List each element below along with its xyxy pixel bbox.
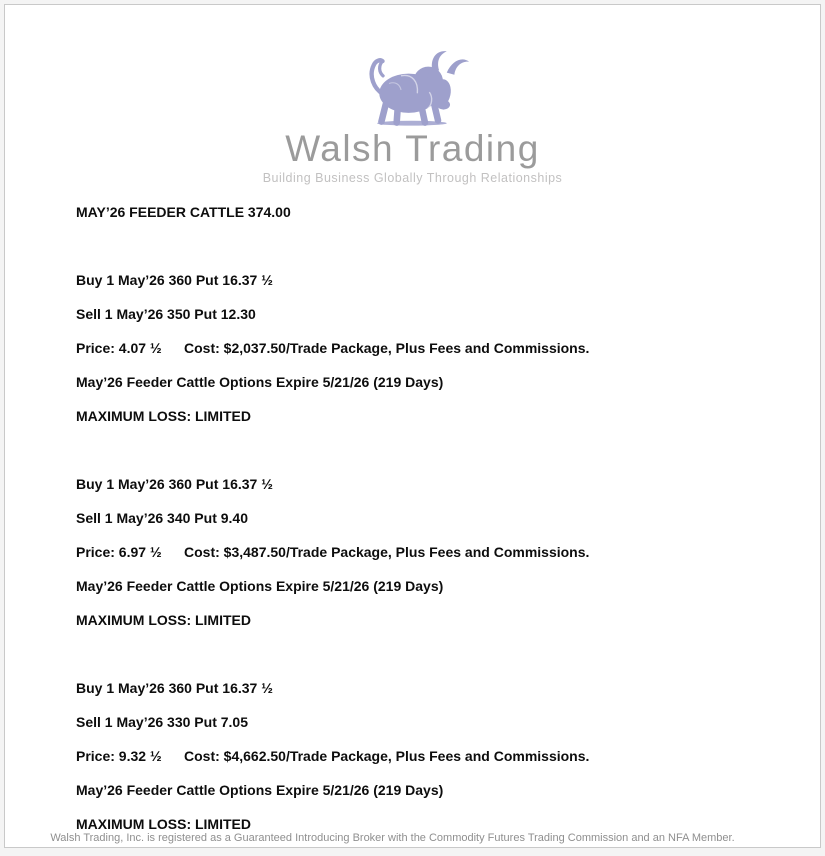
max-loss-line: MAXIMUM LOSS: LIMITED [76, 408, 251, 424]
price-cost-line [76, 746, 780, 767]
buy-line: Buy 1 May’26 360 Put 16.37 ½ [76, 680, 273, 696]
price-cost-line [76, 542, 780, 563]
cost-value: Cost: $4,662.50/Trade Package, Plus Fees and Commissions. [184, 748, 590, 764]
sell-line: Sell 1 May’26 340 Put 9.40 [76, 510, 248, 526]
max-loss-line: MAXIMUM LOSS: LIMITED [76, 612, 251, 628]
expiry-line: May’26 Feeder Cattle Options Expire 5/21/26 (219 Days) [76, 578, 444, 594]
expiry-line: May’26 Feeder Cattle Options Expire 5/21/26 (219 Days) [76, 782, 444, 798]
buy-line: Buy 1 May’26 360 Put 16.37 ½ [76, 476, 273, 492]
trade-block-2 [76, 474, 780, 631]
cost-value: Cost: $3,487.50/Trade Package, Plus Fees and Commissions. [184, 544, 590, 560]
max-loss-line: MAXIMUM LOSS: LIMITED [76, 816, 251, 832]
price-value: Price: 9.32 ½ [76, 748, 162, 764]
bull-icon [353, 41, 473, 127]
price-value: Price: 4.07 ½ [76, 340, 162, 356]
sell-line: Sell 1 May’26 330 Put 7.05 [76, 714, 248, 730]
price-cost-line [76, 338, 780, 359]
expiry-line: May’26 Feeder Cattle Options Expire 5/21/26 (219 Days) [76, 374, 444, 390]
trade-block-3 [76, 678, 780, 835]
sell-line: Sell 1 May’26 350 Put 12.30 [76, 306, 256, 322]
price-value: Price: 6.97 ½ [76, 544, 162, 560]
buy-line: Buy 1 May’26 360 Put 16.37 ½ [76, 272, 273, 288]
brand-tagline: Building Business Globally Through Relationships [262, 171, 563, 185]
logo [5, 5, 820, 186]
trade-block-1 [76, 270, 780, 427]
cost-value: Cost: $2,037.50/Trade Package, Plus Fees and Commissions. [184, 340, 590, 356]
document-title: MAY’26 FEEDER CATTLE 374.00 [76, 204, 291, 220]
brand-name: Walsh Trading [285, 128, 540, 169]
document-page [4, 4, 821, 848]
footer-disclaimer: Walsh Trading, Inc. is registered as a Guaranteed Introducing Broker with the Commodity Futures Trading Commission and an NFA Member. [50, 832, 735, 844]
document-content [5, 202, 820, 835]
